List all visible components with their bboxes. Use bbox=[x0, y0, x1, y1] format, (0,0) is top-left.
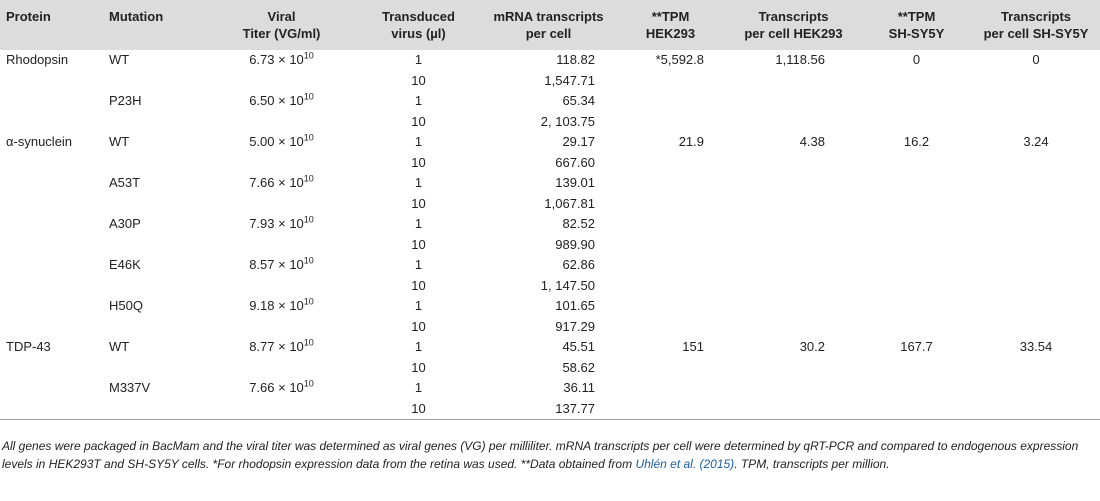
transcripts-shsy5y-cell bbox=[972, 91, 1100, 112]
protein-cell bbox=[0, 296, 103, 317]
titer-mantissa: 7.93 × 10 bbox=[249, 216, 304, 231]
mutation-cell: A53T bbox=[109, 175, 141, 190]
mrna-cell: 2, 103.75 bbox=[540, 113, 595, 129]
protein-cell bbox=[0, 173, 103, 194]
column-header-line1: Transcripts bbox=[1000, 9, 1072, 24]
column-header-line1: **TPM bbox=[897, 9, 936, 24]
tpm-hek293-cell bbox=[615, 112, 726, 133]
transcripts-shsy5y-cell bbox=[972, 153, 1100, 174]
titer-exponent: 10 bbox=[303, 173, 314, 184]
transcripts-shsy5y-cell bbox=[972, 214, 1100, 235]
titer-cell bbox=[208, 71, 355, 92]
transcripts-hek293-cell: 4.38 bbox=[799, 134, 825, 149]
mutation-cell bbox=[103, 276, 208, 297]
mutation-cell bbox=[103, 194, 208, 215]
tpm-shsy5y-cell: 0 bbox=[912, 52, 921, 67]
column-header-line2: Titer (VG/ml) bbox=[242, 26, 321, 41]
footnote-tail: . TPM, transcripts per million. bbox=[734, 457, 890, 471]
table-row bbox=[0, 235, 1100, 256]
virus-volume-cell: 1 bbox=[414, 52, 423, 67]
titer-cell bbox=[208, 378, 355, 399]
tpm-shsy5y-cell bbox=[861, 194, 972, 215]
protein-cell bbox=[0, 255, 103, 276]
titer-exponent: 10 bbox=[303, 337, 314, 348]
tpm-hek293-cell bbox=[615, 153, 726, 174]
column-header-line2: per cell SH-SY5Y bbox=[983, 26, 1089, 41]
column-header-line1: Transduced bbox=[382, 9, 455, 24]
column-header-viral-titer bbox=[208, 0, 355, 50]
column-header-transcripts-hek293 bbox=[726, 0, 861, 50]
transcripts-hek293-cell bbox=[726, 153, 861, 174]
titer-cell bbox=[208, 173, 355, 194]
tpm-hek293-cell bbox=[615, 214, 726, 235]
titer-cell bbox=[208, 399, 355, 420]
mrna-cell: 118.82 bbox=[556, 52, 595, 67]
titer-exponent: 10 bbox=[303, 296, 314, 307]
mutation-cell: H50Q bbox=[109, 298, 143, 313]
protein-cell bbox=[0, 153, 103, 174]
titer-cell bbox=[208, 255, 355, 276]
mrna-cell: 667.60 bbox=[555, 154, 595, 170]
titer-mantissa: 7.66 × 10 bbox=[249, 380, 304, 395]
table-row bbox=[0, 214, 1100, 235]
mrna-cell: 917.29 bbox=[555, 318, 595, 334]
transcripts-shsy5y-cell bbox=[972, 296, 1100, 317]
mrna-cell: 989.90 bbox=[555, 236, 595, 252]
titer-cell bbox=[208, 235, 355, 256]
protein-cell bbox=[0, 235, 103, 256]
column-header-line2: HEK293 bbox=[645, 26, 696, 41]
table-row bbox=[0, 153, 1100, 174]
column-header-line2: per cell HEK293 bbox=[744, 26, 843, 41]
mutation-cell bbox=[103, 112, 208, 133]
virus-volume-cell: 1 bbox=[414, 93, 423, 108]
mutation-cell: WT bbox=[109, 339, 130, 354]
tpm-hek293-cell: 151 bbox=[682, 339, 704, 354]
titer-cell bbox=[208, 317, 355, 338]
transcripts-shsy5y-cell bbox=[972, 173, 1100, 194]
transcripts-hek293-cell bbox=[726, 194, 861, 215]
table-row bbox=[0, 50, 1100, 71]
column-header-tpm-shsy5y bbox=[861, 0, 972, 50]
titer-mantissa: 8.57 × 10 bbox=[249, 257, 304, 272]
mutation-cell bbox=[103, 153, 208, 174]
column-header-mutation bbox=[103, 0, 208, 50]
tpm-hek293-cell bbox=[615, 173, 726, 194]
header-row bbox=[0, 0, 1100, 50]
titer-cell bbox=[208, 132, 355, 153]
tpm-shsy5y-cell bbox=[861, 276, 972, 297]
protein-cell: Rhodopsin bbox=[6, 52, 69, 67]
protein-cell bbox=[0, 317, 103, 338]
protein-cell: TDP-43 bbox=[6, 339, 51, 354]
virus-volume-cell: 10 bbox=[411, 113, 426, 129]
transcripts-hek293-cell bbox=[726, 358, 861, 379]
tpm-hek293-cell bbox=[615, 194, 726, 215]
transcripts-hek293-cell bbox=[726, 255, 861, 276]
titer-exponent: 10 bbox=[303, 378, 314, 389]
transcripts-shsy5y-cell bbox=[972, 71, 1100, 92]
table-row bbox=[0, 399, 1100, 420]
virus-volume-cell: 10 bbox=[411, 154, 426, 170]
tpm-hek293-cell: 21.9 bbox=[678, 134, 704, 149]
transcripts-shsy5y-cell bbox=[972, 235, 1100, 256]
table-row bbox=[0, 337, 1100, 358]
titer-cell bbox=[208, 358, 355, 379]
table-footnote bbox=[2, 437, 1096, 473]
protein-cell: α-synuclein bbox=[6, 134, 73, 149]
column-header-line2: virus (µl) bbox=[391, 26, 446, 41]
protein-cell bbox=[0, 358, 103, 379]
transcripts-shsy5y-cell: 33.54 bbox=[1019, 339, 1053, 354]
titer-mantissa: 8.77 × 10 bbox=[249, 339, 304, 354]
column-header-line1: Viral bbox=[267, 9, 296, 24]
titer-mantissa: 6.50 × 10 bbox=[249, 93, 304, 108]
table-row bbox=[0, 317, 1100, 338]
virus-volume-cell: 10 bbox=[411, 72, 426, 88]
table-row bbox=[0, 71, 1100, 92]
table-row bbox=[0, 91, 1100, 112]
mrna-cell: 137.77 bbox=[555, 400, 595, 416]
mutation-cell bbox=[103, 399, 208, 420]
mutation-cell: E46K bbox=[109, 257, 141, 272]
virus-volume-cell: 1 bbox=[414, 298, 423, 313]
virus-volume-cell: 1 bbox=[414, 257, 423, 272]
tpm-hek293-cell bbox=[615, 91, 726, 112]
titer-cell bbox=[208, 214, 355, 235]
virus-volume-cell: 1 bbox=[414, 175, 423, 190]
transcripts-hek293-cell bbox=[726, 235, 861, 256]
table-row bbox=[0, 296, 1100, 317]
mrna-cell: 82.52 bbox=[562, 216, 595, 231]
column-header-line1: Protein bbox=[6, 9, 51, 24]
column-header-line1: Mutation bbox=[109, 9, 164, 24]
transcripts-shsy5y-cell bbox=[972, 358, 1100, 379]
table-row bbox=[0, 132, 1100, 153]
titer-exponent: 10 bbox=[303, 50, 314, 61]
protein-cell bbox=[0, 112, 103, 133]
table-body bbox=[0, 50, 1100, 419]
table-row bbox=[0, 378, 1100, 399]
tpm-shsy5y-cell: 167.7 bbox=[900, 339, 933, 354]
mrna-cell: 65.34 bbox=[562, 93, 595, 108]
tpm-hek293-cell bbox=[615, 317, 726, 338]
table-row bbox=[0, 194, 1100, 215]
tpm-shsy5y-cell: 16.2 bbox=[903, 134, 930, 149]
column-header-line2: SH-SY5Y bbox=[888, 26, 945, 41]
titer-cell bbox=[208, 50, 355, 71]
tpm-shsy5y-cell bbox=[861, 214, 972, 235]
tpm-shsy5y-cell bbox=[861, 317, 972, 338]
virus-volume-cell: 1 bbox=[414, 216, 423, 231]
table-row bbox=[0, 255, 1100, 276]
transcripts-hek293-cell bbox=[726, 173, 861, 194]
column-header-transcripts-shsy5y bbox=[972, 0, 1100, 50]
transcripts-hek293-cell bbox=[726, 317, 861, 338]
transcripts-shsy5y-cell bbox=[972, 194, 1100, 215]
transcripts-shsy5y-cell: 0 bbox=[1032, 52, 1040, 67]
transcripts-shsy5y-cell bbox=[972, 399, 1100, 420]
mutation-cell: P23H bbox=[109, 93, 142, 108]
mutation-cell bbox=[103, 71, 208, 92]
transcripts-hek293-cell bbox=[726, 91, 861, 112]
transcripts-shsy5y-cell bbox=[972, 255, 1100, 276]
tpm-shsy5y-cell bbox=[861, 91, 972, 112]
titer-cell bbox=[208, 153, 355, 174]
titer-mantissa: 9.18 × 10 bbox=[249, 298, 304, 313]
titer-mantissa: 6.73 × 10 bbox=[249, 52, 304, 67]
tpm-shsy5y-cell bbox=[861, 296, 972, 317]
virus-volume-cell: 10 bbox=[411, 359, 426, 375]
mutation-cell: WT bbox=[109, 52, 130, 67]
tpm-hek293-cell bbox=[615, 255, 726, 276]
table-row bbox=[0, 112, 1100, 133]
tpm-shsy5y-cell bbox=[861, 153, 972, 174]
titer-cell bbox=[208, 276, 355, 297]
titer-cell bbox=[208, 112, 355, 133]
protein-cell bbox=[0, 399, 103, 420]
mutation-cell: A30P bbox=[109, 216, 141, 231]
transcripts-hek293-cell bbox=[726, 276, 861, 297]
transcripts-shsy5y-cell: 3.24 bbox=[1023, 134, 1049, 149]
virus-volume-cell: 10 bbox=[411, 195, 426, 211]
titer-cell bbox=[208, 296, 355, 317]
transcripts-shsy5y-cell bbox=[972, 317, 1100, 338]
transcripts-hek293-cell bbox=[726, 296, 861, 317]
mrna-cell: 139.01 bbox=[555, 175, 595, 190]
mutation-cell: M337V bbox=[109, 380, 151, 395]
footnote-text: All genes were packaged in BacMam and the viral titer was determined as viral genes (VG) per milliliter. mRNA transcripts per cell were determined by qRT-PCR and compared to endogenous expression levels in HEK293T and SH-SY5Y cells. *For rhodopsin expression data from the retina was used. **Data obtained from bbox=[2, 439, 1079, 471]
tpm-shsy5y-cell bbox=[861, 235, 972, 256]
virus-volume-cell: 10 bbox=[411, 236, 426, 252]
transcripts-shsy5y-cell bbox=[972, 276, 1100, 297]
mrna-cell: 62.86 bbox=[562, 257, 595, 272]
column-header-tpm-hek293 bbox=[615, 0, 726, 50]
titer-mantissa: 5.00 × 10 bbox=[249, 134, 304, 149]
virus-volume-cell: 1 bbox=[414, 134, 423, 149]
protein-cell bbox=[0, 91, 103, 112]
titer-exponent: 10 bbox=[303, 255, 314, 266]
transcripts-hek293-cell bbox=[726, 112, 861, 133]
virus-volume-cell: 10 bbox=[411, 318, 426, 334]
column-header-line1: Transcripts bbox=[758, 9, 829, 24]
tpm-hek293-cell bbox=[615, 378, 726, 399]
protein-cell bbox=[0, 214, 103, 235]
tpm-hek293-cell bbox=[615, 235, 726, 256]
mutation-cell bbox=[103, 235, 208, 256]
mutation-cell bbox=[103, 317, 208, 338]
column-header-line1: **TPM bbox=[651, 9, 690, 24]
tpm-shsy5y-cell bbox=[861, 358, 972, 379]
mrna-cell: 1, 147.50 bbox=[540, 277, 595, 293]
titer-exponent: 10 bbox=[303, 132, 314, 143]
protein-cell bbox=[0, 378, 103, 399]
tpm-hek293-cell bbox=[615, 71, 726, 92]
transcripts-hek293-cell bbox=[726, 399, 861, 420]
tpm-shsy5y-cell bbox=[861, 399, 972, 420]
titer-mantissa: 7.66 × 10 bbox=[249, 175, 304, 190]
mrna-cell: 1,547.71 bbox=[544, 72, 595, 88]
virus-volume-cell: 1 bbox=[414, 380, 423, 395]
table-row bbox=[0, 358, 1100, 379]
table-header bbox=[0, 0, 1100, 50]
tpm-hek293-cell bbox=[615, 296, 726, 317]
tpm-shsy5y-cell bbox=[861, 71, 972, 92]
transcripts-hek293-cell bbox=[726, 378, 861, 399]
transcripts-shsy5y-cell bbox=[972, 112, 1100, 133]
transcripts-hek293-cell bbox=[726, 214, 861, 235]
protein-cell bbox=[0, 71, 103, 92]
virus-volume-cell: 1 bbox=[414, 339, 423, 354]
column-header-mrna-transcripts bbox=[482, 0, 615, 50]
table-row bbox=[0, 276, 1100, 297]
mrna-cell: 101.65 bbox=[555, 298, 595, 313]
column-header-line1: mRNA transcripts bbox=[493, 9, 604, 24]
tpm-shsy5y-cell bbox=[861, 255, 972, 276]
column-header-protein bbox=[0, 0, 103, 50]
titer-cell bbox=[208, 194, 355, 215]
titer-exponent: 10 bbox=[303, 214, 314, 225]
virus-volume-cell: 10 bbox=[411, 400, 426, 416]
mrna-cell: 29.17 bbox=[562, 134, 595, 149]
titer-cell bbox=[208, 337, 355, 358]
transcripts-hek293-cell: 1,118.56 bbox=[775, 52, 825, 67]
titer-exponent: 10 bbox=[303, 91, 314, 102]
tpm-shsy5y-cell bbox=[861, 112, 972, 133]
tpm-shsy5y-cell bbox=[861, 173, 972, 194]
virus-volume-cell: 10 bbox=[411, 277, 426, 293]
tpm-shsy5y-cell bbox=[861, 378, 972, 399]
column-header-line2: per cell bbox=[525, 26, 572, 41]
table-row bbox=[0, 173, 1100, 194]
mrna-cell: 58.62 bbox=[562, 359, 595, 375]
column-header-transduced-virus bbox=[355, 0, 482, 50]
transcripts-hek293-cell bbox=[726, 71, 861, 92]
protein-cell bbox=[0, 194, 103, 215]
citation-link[interactable]: Uhlén et al. (2015) bbox=[635, 457, 735, 471]
tpm-hek293-cell: *5,592.8 bbox=[655, 52, 704, 67]
transcripts-hek293-cell: 30.2 bbox=[799, 339, 825, 354]
titer-cell bbox=[208, 91, 355, 112]
mrna-cell: 45.51 bbox=[562, 339, 595, 354]
mrna-cell: 1,067.81 bbox=[544, 195, 595, 211]
tpm-hek293-cell bbox=[615, 358, 726, 379]
mrna-cell: 36.11 bbox=[563, 380, 595, 395]
mutation-cell: WT bbox=[109, 134, 130, 149]
tpm-hek293-cell bbox=[615, 399, 726, 420]
tpm-hek293-cell bbox=[615, 276, 726, 297]
mutation-cell bbox=[103, 358, 208, 379]
protein-cell bbox=[0, 276, 103, 297]
transcripts-shsy5y-cell bbox=[972, 378, 1100, 399]
